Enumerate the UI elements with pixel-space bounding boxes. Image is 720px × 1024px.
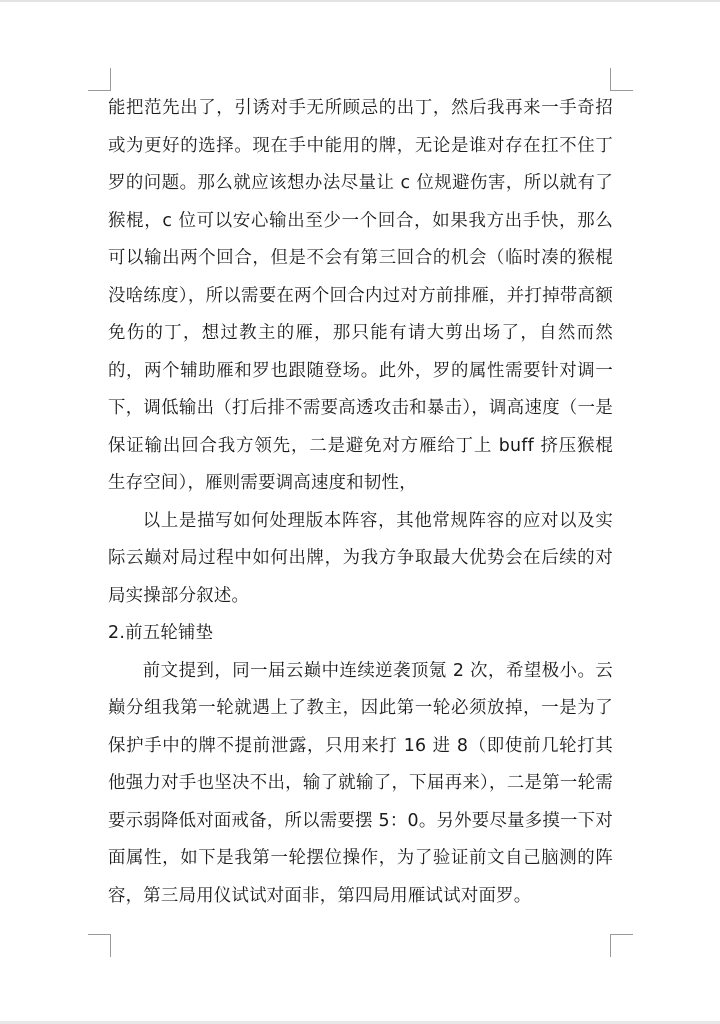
document-body bbox=[108, 90, 613, 915]
paragraph-first-five-rounds: 前文提到，同一届云巅中连续逆袭顶氪 2 次，希望极小。云巅分组我第一轮就遇上了教主，因此第一轮必须放掉，一是为了保护手中的牌不提前泄露，只用来打 16 进 8（即使前几轮打其他强力对手也坚决不出，输了就输了，下届再来），二是第一轮需要示弱降低对面戒备，所以需要摆 5：0。另外要尽量多摸一下对面属性，如下是我第一轮摆位操作，为了验证前文自己脑测的阵容，第三局用仪试试对面非，第四局用雁试试对面罗。 bbox=[108, 660, 613, 906]
page-top-border bbox=[0, 0, 720, 2]
crop-mark-top-right bbox=[610, 68, 633, 91]
section-heading: 2.前五轮铺垫 bbox=[108, 623, 214, 643]
crop-mark-bottom-right bbox=[610, 934, 633, 957]
paragraph-summary: 以上是描写如何处理版本阵容，其他常规阵容的应对以及实际云巅对局过程中如何出牌，为我方争取最大优势会在后续的对局实操部分叙述。 bbox=[108, 510, 613, 606]
crop-mark-bottom-left bbox=[88, 934, 111, 957]
paragraph-lineup-continuation: 能把范先出了，引诱对手无所顾忌的出丁，然后我再来一手奇招或为更好的选择。现在手中能用的牌，无论是谁对存在扛不住丁罗的问题。那么就应该想办法尽量让 c 位规避伤害，所以就有了猴棍，c 位可以安心输出至少一个回合，如果我方出手快，那么可以输出两个回合，但是不会有第三回合的机会（临时凑的猴棍没啥练度），所以需要在两个回合内过对方前排雁，并打掉带高额免伤的丁，想过教主的雁，那只能有请大剪出场了，自然而然的，两个辅助雁和罗也跟随登场。此外，罗的属性需要针对调一下，调低输出（打后排不需要高透攻击和暴击），调高速度（一是保证输出回合我方领先，二是避免对方雁给丁上 buff 挤压猴棍生存空间），雁则需要调高速度和韧性， bbox=[108, 98, 613, 493]
crop-mark-top-left bbox=[88, 68, 111, 91]
